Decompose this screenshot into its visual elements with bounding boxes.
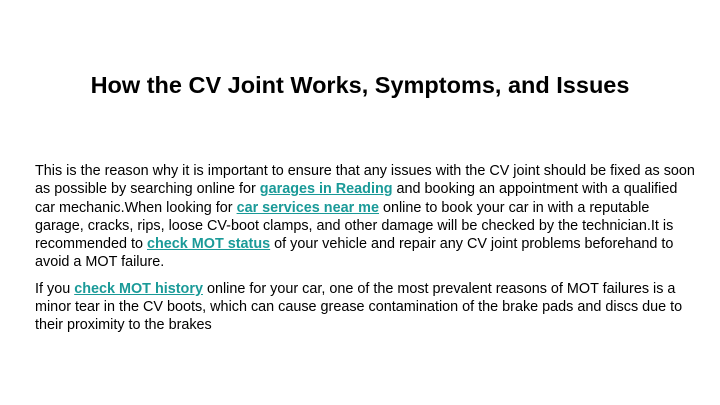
paragraph-1 (35, 162, 695, 272)
paragraph-1-text-b: and booking an appointment with a qualified car mechanic.When looking for (35, 181, 678, 216)
car-services-near-me-link[interactable]: car services near me (236, 199, 379, 216)
paragraph-2 (35, 280, 695, 335)
check-mot-status-link[interactable]: check MOT status (146, 236, 271, 253)
garages-in-reading-link[interactable]: garages in Reading (259, 181, 393, 198)
article-body (35, 162, 695, 343)
paragraph-2-text-b: online for your car, one of the most prevalent reasons of MOT failures is a minor tear in the CV boots, which can cause grease contamination of the brake pads and discs due to their proximity to the brakes (35, 280, 683, 334)
check-mot-history-link[interactable]: check MOT history (74, 280, 203, 297)
paragraph-1-text-d: of your vehicle and repair any CV joint problems beforehand to avoid a MOT failure. (35, 236, 674, 271)
paragraph-1-text-a: This is the reason why it is important to ensure that any issues with the CV joint should be fixed as soon as possible by searching online for (35, 163, 695, 198)
paragraph-2-text-a: If you (35, 280, 75, 297)
page-title: How the CV Joint Works, Symptoms, and Issues (90, 72, 630, 98)
paragraph-1-text-c: online to book your car in with a reputable garage, cracks, rips, loose CV-boot clamps, and other damage will be checked by the technician.It is recommended to (35, 199, 674, 253)
